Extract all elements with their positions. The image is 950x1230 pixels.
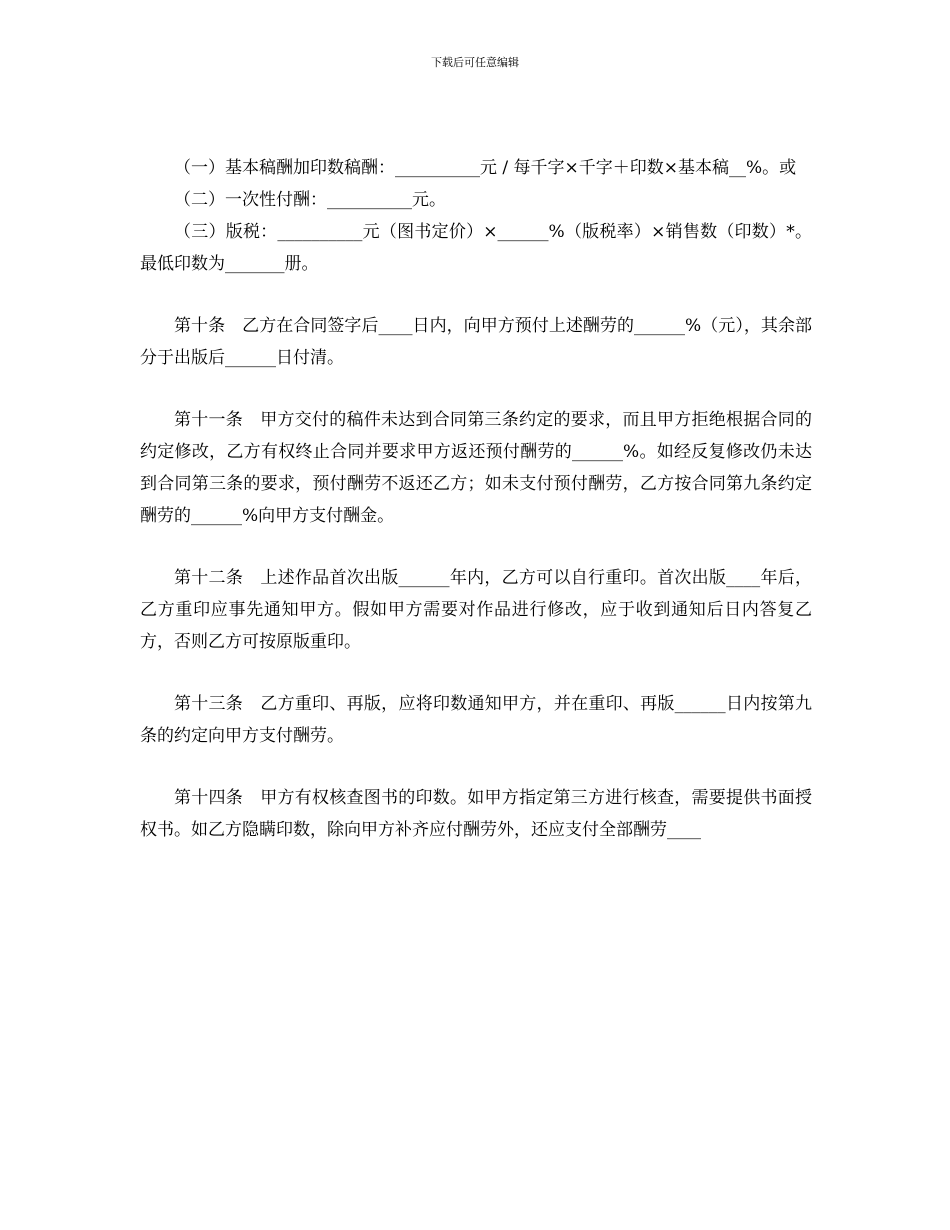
- article-13: 第十三条 乙方重印、再版，应将印数通知甲方，并在重印、再版______日内按第九条的约定向甲方支付酬劳。: [140, 694, 812, 746]
- paragraph-one-time-payment: （二）一次性付酬：__________元。: [174, 190, 446, 210]
- document-body: [140, 152, 812, 846]
- article-10: 第十条 乙方在合同签字后____日内，向甲方预付上述酬劳的______%（元），其余部分于出版后______日付清。: [140, 316, 812, 368]
- paragraph-basic-royalty: （一）基本稿酬加印数稿酬：__________元 / 每千字×千字＋印数×基本稿__%。或: [174, 158, 797, 178]
- page-header: 下载后可任意编辑: [431, 56, 519, 69]
- article-11: 第十一条 甲方交付的稿件未达到合同第三条约定的要求，而且甲方拒绝根据合同的约定修改，乙方有权终止合同并要求甲方返还预付酬劳的______%。如经反复修改仍未达到合同第三条的要求，预付酬劳不返还乙方；如未支付预付酬劳，乙方按合同第九条约定酬劳的______%向甲方支付酬金。: [140, 410, 812, 526]
- paragraph-royalty-tax: （三）版税：__________元（图书定价）×______%（版税率）×销售数（印数）*。最低印数为_______册。: [140, 222, 812, 274]
- article-14: 第十四条 甲方有权核查图书的印数。如甲方指定第三方进行核查，需要提供书面授权书。如乙方隐瞒印数，除向甲方补齐应付酬劳外，还应支付全部酬劳____: [140, 788, 812, 840]
- article-12: 第十二条 上述作品首次出版______年内，乙方可以自行重印。首次出版____年后，乙方重印应事先通知甲方。假如甲方需要对作品进行修改，应于收到通知后日内答复乙方，否则乙方可按原版重印。: [140, 568, 812, 652]
